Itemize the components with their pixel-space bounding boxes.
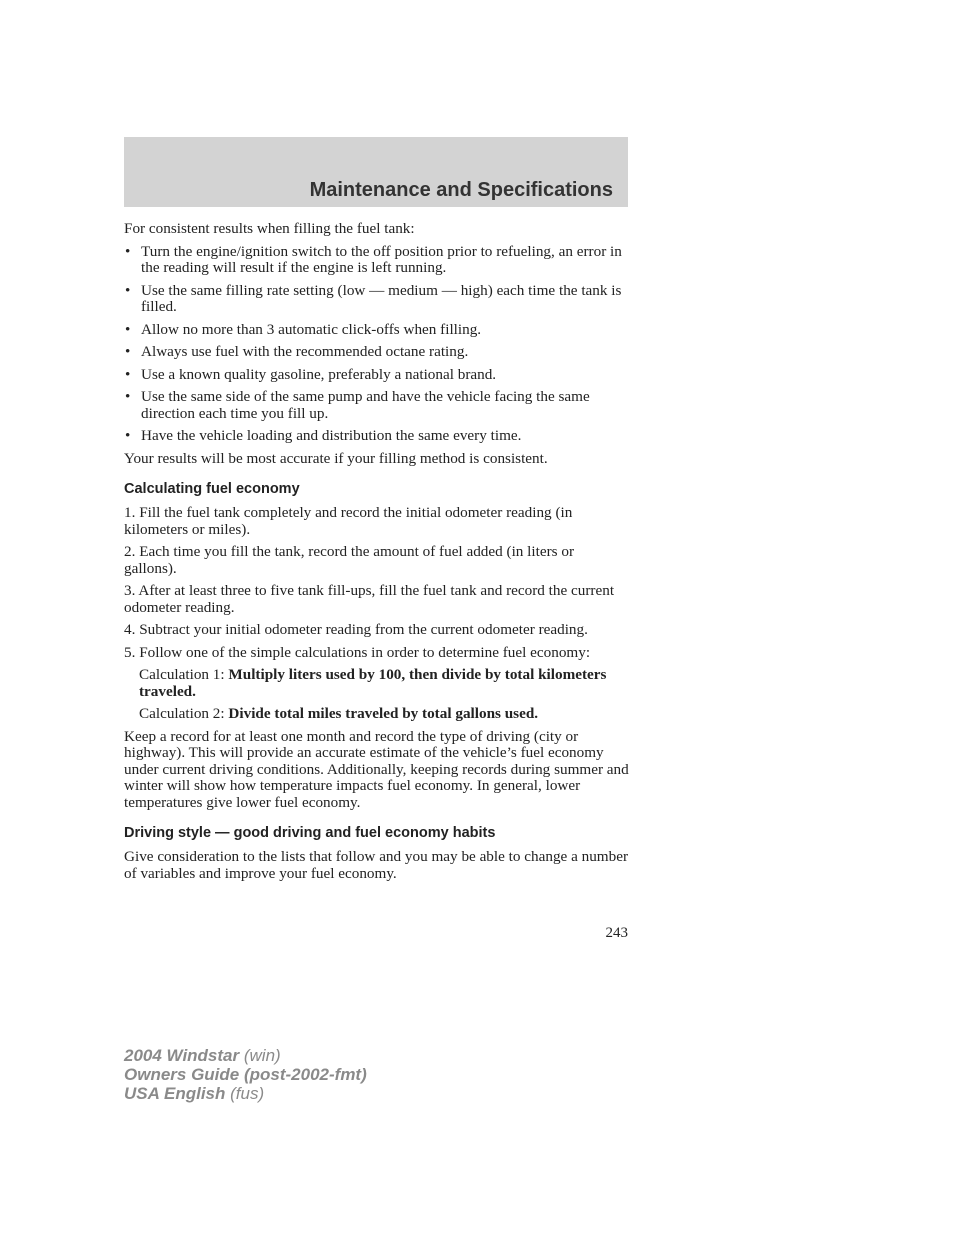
list-item (124, 244, 629, 277)
bullet-icon: • (125, 388, 131, 405)
calculation-2 (124, 706, 629, 723)
list-item-text: Allow no more than 3 automatic click-offs when filling. (141, 320, 482, 338)
bullet-icon: • (125, 242, 131, 260)
bullet-icon: • (125, 365, 131, 383)
list-item (124, 283, 629, 316)
list-item-text: Use the same side of the same pump and have the vehicle facing the same direction each time you fill up. (141, 388, 590, 422)
footer-line-vehicle (124, 1046, 367, 1065)
calculation-1 (124, 667, 629, 700)
footer-language: USA English (124, 1084, 226, 1103)
bullet-icon: • (125, 343, 131, 360)
document-footer (124, 1046, 367, 1103)
page-number: 243 (605, 925, 628, 941)
step-4: 4. Subtract your initial odometer reading from the current odometer reading. (124, 621, 588, 638)
footer-vehicle-code: (win) (239, 1046, 281, 1065)
footer-language-code: (fus) (225, 1084, 265, 1103)
list-item-text: Have the vehicle loading and distribution the same every time. (141, 427, 522, 444)
calculation-1-formula: Multiply liters used by 100, then divide by total kilometers traveled. (139, 666, 607, 700)
list-item-text: Use the same filling rate setting (low — medium — high) each time the tank is filled. (141, 281, 622, 315)
list-item (124, 428, 629, 445)
list-item-text: Always use fuel with the recommended octane rating. (141, 343, 469, 360)
bullet-icon: • (125, 320, 131, 338)
list-item-text: Use a known quality gasoline, preferably a national brand. (141, 365, 497, 383)
list-item (124, 344, 629, 361)
calculation-1-label: Calculation 1: (139, 666, 229, 683)
fuel-tips-list (124, 244, 629, 445)
driving-style-heading: Driving style — good driving and fuel economy habits (124, 825, 496, 841)
step-1: 1. Fill the fuel tank completely and record the initial odometer reading (in kilometers or miles). (124, 504, 573, 538)
intro-text: For consistent results when filling the fuel tank: (124, 220, 415, 237)
list-item-text: Turn the engine/ignition switch to the off position prior to refueling, an error in the reading will result if the engine is left running. (141, 242, 622, 276)
footer-line-language (124, 1084, 367, 1103)
calculating-fuel-economy-heading: Calculating fuel economy (124, 481, 300, 497)
list-item (124, 389, 629, 422)
bullet-icon: • (125, 281, 131, 299)
list-item (124, 367, 629, 384)
calculation-2-formula: Divide total miles traveled by total gallons used. (228, 705, 539, 722)
footer-line-guide (124, 1065, 367, 1084)
bullet-icon: • (125, 427, 131, 444)
results-note: Your results will be most accurate if your filling method is consistent. (124, 449, 548, 467)
footer-vehicle: 2004 Windstar (124, 1046, 240, 1065)
list-item (124, 322, 629, 339)
step-5: 5. Follow one of the simple calculations in order to determine fuel economy: (124, 643, 591, 661)
record-note: Keep a record for at least one month and record the type of driving (city or highway). This will provide an accurate estimate of the vehicle’s fuel economy under current driving conditions. Additionally, keeping records during summer and winter will show how temperature impacts fuel economy. In general, lower temperatures give lower fuel economy. (124, 727, 629, 811)
calculation-2-label: Calculation 2: (139, 705, 229, 722)
page-content (124, 221, 629, 888)
section-header-band (124, 137, 628, 207)
footer-guide: Owners Guide (post-2002-fmt) (124, 1065, 367, 1084)
driving-style-text: Give consideration to the lists that follow and you may be able to change a number of variables and improve your fuel economy. (124, 848, 629, 882)
step-2: 2. Each time you fill the tank, record the amount of fuel added (in liters or gallons). (124, 543, 574, 577)
section-title: Maintenance and Specifications (309, 179, 613, 201)
step-3: 3. After at least three to five tank fill-ups, fill the fuel tank and record the current odometer reading. (124, 582, 615, 616)
